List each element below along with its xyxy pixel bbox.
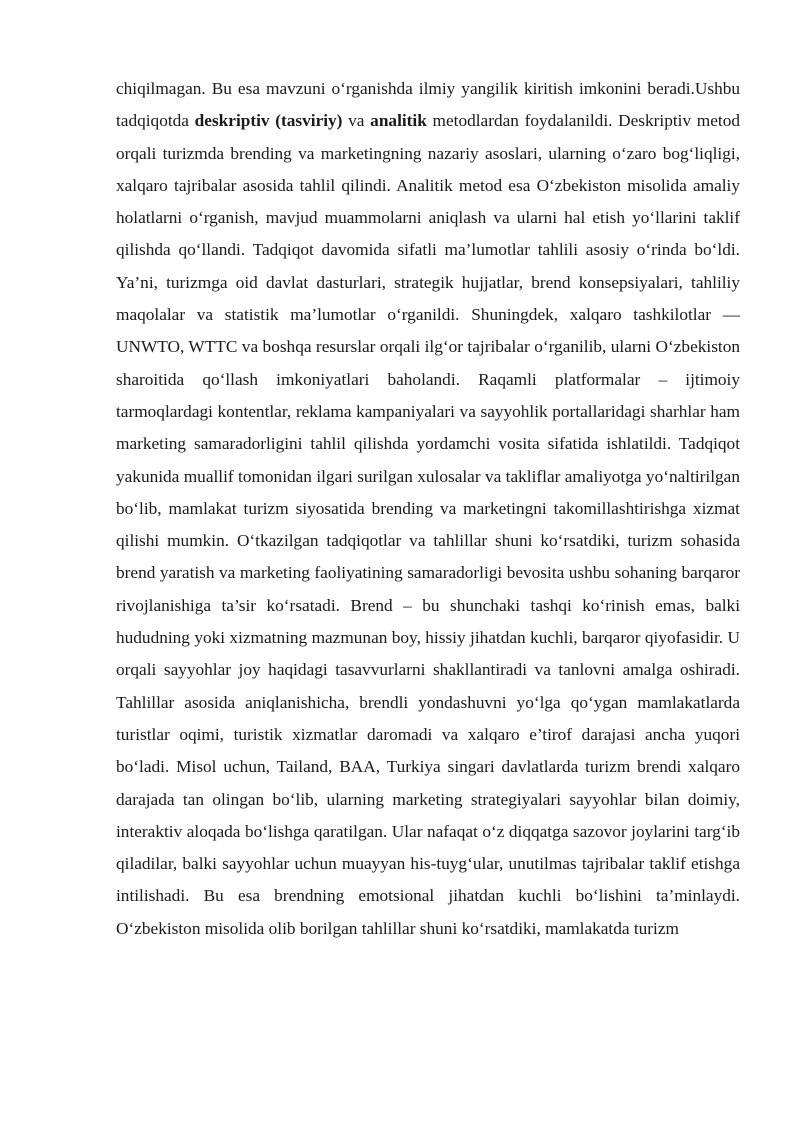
document-page bbox=[116, 73, 740, 945]
text-segment: chiqilmagan. Bu esa mavzuni o‘rganishda ilmiy yangilik kiritish imkonini beradi.Ushbu tadqiqotda bbox=[116, 79, 740, 131]
bold-term-descriptive: deskriptiv (tasviriy) bbox=[194, 111, 343, 131]
bold-term-analytic: analitik bbox=[370, 111, 427, 131]
text-segment: va bbox=[342, 111, 371, 131]
body-paragraph bbox=[116, 73, 740, 945]
text-segment: metodlardan foydalanildi. Deskriptiv metod orqali turizmda brending va marketingning nazariy asoslari, ularning o‘zaro bog‘liqligi, xalqaro tajribalar asosida tahlil qilindi. Analitik metod esa O‘zbekiston misolida amaliy holatlarni o‘rganish, mavjud muammolarni aniqlash va ularni hal etish yo‘llarini taklif qilishda qo‘llandi. Tadqiqot davomida sifatli ma’lumotlar tahlili asosiy o‘rinda bo‘ldi. Ya’ni, turizmga oid davlat dasturlari, strategik hujjatlar, brend konsepsiyalari, tahliliy maqolalar va statistik ma’lumotlar o‘rganildi. Shuningdek, xalqaro tashkilotlar — UNWTO, WTTC va boshqa resurslar orqali ilg‘or tajribalar o‘rganilib, ularni O‘zbekiston sharoitida qo‘llash imkoniyatlari baholandi. Raqamli platformalar – ijtimoiy tarmoqlardagi kontentlar, reklama kampaniyalari va sayyohlik portallaridagi sharhlar ham marketing samaradorligini tahlil qilishda yordamchi vosita sifatida ishlatildi. Tadqiqot yakunida muallif tomonidan ilgari surilgan xulosalar va takliflar amaliyotga yo‘naltirilgan bo‘lib, mamlakat turizm siyosatida brending va marketingni takomillashtirishga xizmat qilishi mumkin. O‘tkazilgan tadqiqotlar va tahlillar shuni ko‘rsatdiki, turizm sohasida brend yaratish va marketing faoliyatining samaradorligi bevosita ushbu sohaning barqaror rivojlanishiga ta’sir ko‘rsatadi. Brend – bu shunchaki tashqi ko‘rinish emas, balki hududning yoki xizmatning mazmunan boy, hissiy jihatdan kuchli, barqaror qiyofasidir. U orqali sayyohlar joy haqidagi tasavvurlarni shakllantiradi va tanlovni amalga oshiradi. Tahlillar asosida aniqlanishicha, brendli yondashuvni yo‘lga qo‘ygan mamlakatlarda turistlar oqimi, turistik xizmatlar daromadi va xalqaro e’tirof darajasi ancha yuqori bo‘ladi. Misol uchun, Tailand, BAA, Turkiya singari davlatlarda turizm brendi xalqaro darajada tan olingan bo‘lib, ularning marketing strategiyalari sayyohlar bilan doimiy, interaktiv aloqada bo‘lishga qaratilgan. Ular nafaqat o‘z diqqatga sazovor joylarini targ‘ib qiladilar, balki sayyohlar uchun muayyan his-tuyg‘ular, unutilmas tajribalar taklif etishga intilishadi. Bu esa brendning emotsional jihatdan kuchli bo‘lishini ta’minlaydi. O‘zbekiston misolida olib borilgan tahlillar shuni ko‘rsatdiki, mamlakatda turizm bbox=[116, 111, 740, 938]
